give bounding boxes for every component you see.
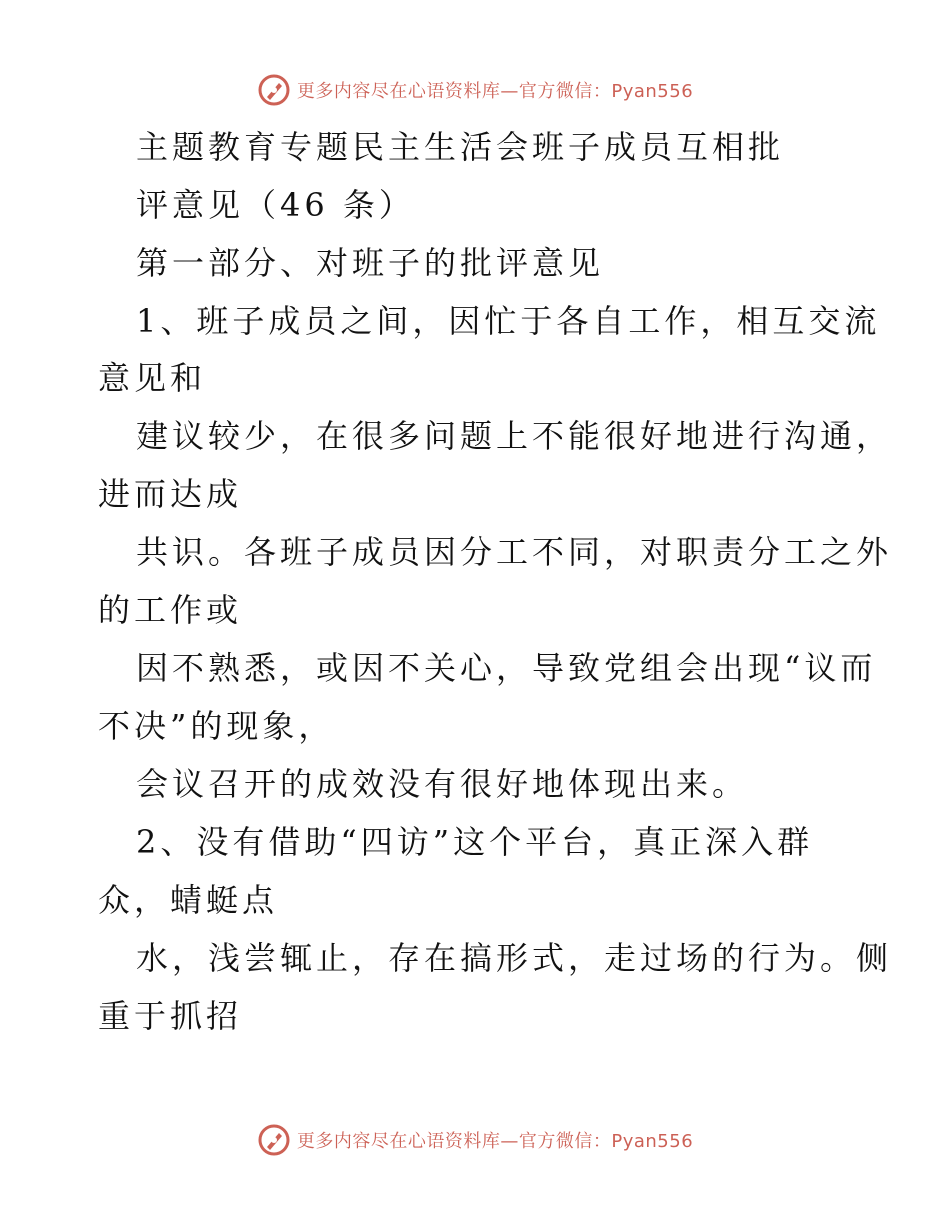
paragraph-line: 水，浅尝辄止，存在搞形式，走过场的行为。侧 [136,939,893,977]
footer-banner [0,1120,950,1160]
header-banner [0,70,950,110]
paragraph-line: 因不熟悉，或因不关心，导致党组会出现“议而 [136,649,877,687]
paragraph-line: 共识。各班子成员因分工不同，对职责分工之外 [136,533,893,571]
paragraph-line: 2、没有借助“四访”这个平台，真正深入群 [136,823,814,861]
paragraph-line: 会议召开的成效没有很好地体现出来。 [136,765,749,803]
pen-circle-logo-icon [257,1123,291,1157]
paragraph-line: 重于抓招 [98,997,243,1035]
pen-circle-logo-icon [257,73,291,107]
paragraph-line: 的工作或 [98,591,243,629]
doc-title-line-2: 评意见（46 条） [136,186,415,224]
paragraph-line: 不决”的现象， [98,707,335,745]
paragraph-line: 1、班子成员之间，因忙于各自工作，相互交流 [136,302,881,340]
doc-title-line-1: 主题教育专题民主生活会班子成员互相批 [136,128,785,166]
paragraph-line: 建议较少，在很多问题上不能很好地进行沟通， [136,417,893,455]
paragraph-line: 众，蜻蜓点 [98,881,279,919]
section-heading: 第一部分、对班子的批评意见 [136,244,605,282]
banner-text: 更多内容尽在心语资料库—官方微信：Pyan556 [296,1131,694,1152]
banner-text: 更多内容尽在心语资料库—官方微信：Pyan556 [296,81,694,102]
paragraph-line: 意见和 [98,359,207,397]
paragraph-line: 进而达成 [98,475,243,513]
